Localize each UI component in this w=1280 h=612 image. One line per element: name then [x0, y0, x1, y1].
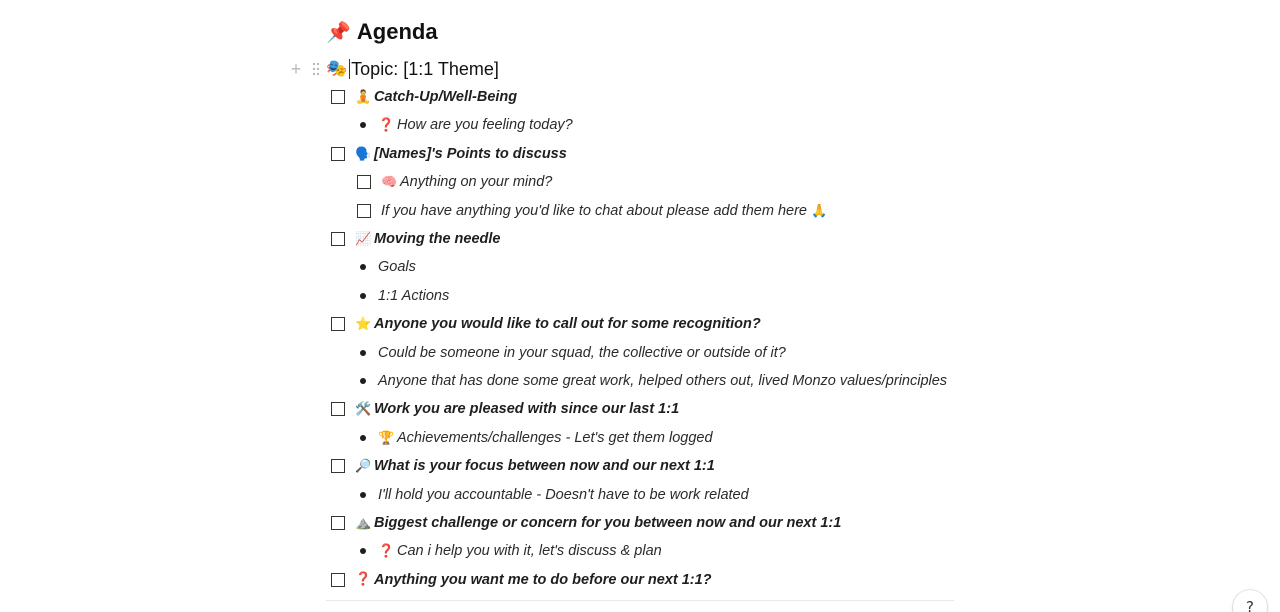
- item-text: 1:1 Actions: [378, 287, 450, 304]
- block-controls: [287, 58, 323, 80]
- todo-checkbox[interactable]: [357, 204, 371, 218]
- todo-checkbox[interactable]: [331, 402, 345, 416]
- magnifier-icon: 🔎: [355, 458, 372, 474]
- todo-item[interactable]: [331, 85, 517, 109]
- todo-checkbox[interactable]: [331, 147, 345, 161]
- item-text: Anyone that has done some great work, helped others out, lived Monzo values/principles: [378, 373, 948, 389]
- todo-item[interactable]: [331, 397, 679, 421]
- item-text: Could be someone in your squad, the collective or outside of it?: [378, 344, 786, 361]
- performing-arts-icon: 🎭: [326, 59, 348, 78]
- trophy-icon: 🏆: [378, 429, 395, 445]
- item-text: [Names]'s Points to discuss: [374, 145, 567, 162]
- bullet-item[interactable]: [360, 113, 573, 137]
- bullet-dot: [360, 548, 366, 554]
- bullet-item[interactable]: [360, 369, 947, 393]
- item-text: Anything on your mind?: [400, 174, 553, 191]
- todo-checkbox[interactable]: [331, 317, 345, 331]
- speaking-head-icon: 🗣️: [355, 145, 372, 161]
- bullet-dot: [360, 293, 366, 299]
- text-cursor: [349, 59, 350, 79]
- question-mark-icon: ❓: [378, 117, 395, 133]
- bullet-item[interactable]: [360, 539, 662, 563]
- bullet-item[interactable]: [360, 341, 786, 365]
- bullet-dot: [360, 350, 366, 356]
- item-text: Anything you want me to do before our next 1:1?: [374, 571, 712, 588]
- star-icon: ⭐: [355, 316, 372, 332]
- drag-handle-icon[interactable]: [309, 59, 323, 79]
- todo-item[interactable]: [331, 142, 567, 166]
- todo-checkbox[interactable]: [331, 516, 345, 530]
- bullet-dot: [360, 435, 366, 441]
- chart-increasing-icon: 📈: [355, 231, 372, 246]
- agenda-heading-text: Agenda: [356, 19, 438, 44]
- agenda-heading[interactable]: [326, 14, 438, 50]
- bullet-dot: [360, 492, 366, 498]
- mountain-icon: ⛰️: [355, 515, 372, 530]
- question-mark-icon: ❓: [355, 572, 372, 588]
- todo-item[interactable]: [331, 454, 715, 478]
- item-text: Achievements/challenges - Let's get them logged: [397, 429, 713, 446]
- topic-heading[interactable]: [326, 55, 499, 83]
- todo-checkbox[interactable]: [331, 459, 345, 473]
- bullet-item[interactable]: [360, 255, 416, 279]
- todo-checkbox[interactable]: [357, 175, 371, 189]
- bullet-dot: [360, 378, 366, 384]
- add-block-icon[interactable]: +: [290, 58, 302, 79]
- question-mark-icon: ❓: [378, 543, 395, 559]
- sub-todo-item[interactable]: [357, 170, 552, 194]
- todo-item[interactable]: [331, 511, 841, 535]
- item-text: If you have anything you'd like to chat about please add them here: [381, 202, 807, 219]
- topic-heading-text: Topic: [1:1 Theme]: [351, 58, 499, 79]
- todo-checkbox[interactable]: [331, 90, 345, 104]
- brain-icon: 🧠: [381, 174, 398, 190]
- item-text: How are you feeling today?: [397, 117, 573, 134]
- sub-todo-item[interactable]: [357, 199, 828, 223]
- bullet-dot: [360, 122, 366, 128]
- item-text: Catch-Up/Well-Being: [374, 89, 518, 105]
- item-text: Biggest challenge or concern for you between now and our next 1:1: [374, 515, 842, 531]
- tools-icon: 🛠️: [355, 401, 372, 417]
- divider: [326, 600, 954, 601]
- item-text: What is your focus between now and our next 1:1: [374, 458, 715, 475]
- bullet-item[interactable]: [360, 483, 749, 507]
- help-button[interactable]: ?: [1233, 590, 1267, 612]
- bullet-dot: [360, 264, 366, 270]
- pushpin-icon: 📌: [326, 21, 351, 44]
- todo-checkbox[interactable]: [331, 232, 345, 246]
- item-text: Goals: [378, 259, 416, 276]
- todo-item[interactable]: [331, 227, 501, 251]
- item-text: Anyone you would like to call out for some recognition?: [374, 316, 761, 333]
- meditation-icon: 🧘: [355, 89, 372, 104]
- bullet-item[interactable]: [360, 284, 449, 308]
- item-text: Can i help you with it, let's discuss & plan: [397, 543, 662, 560]
- todo-item[interactable]: [331, 568, 712, 592]
- item-text: I'll hold you accountable - Doesn't have to be work related: [378, 486, 749, 503]
- item-text: Moving the needle: [374, 231, 501, 247]
- item-text: Work you are pleased with since our last 1:1: [374, 401, 680, 418]
- praying-hands-icon: 🙏: [810, 202, 828, 218]
- todo-item[interactable]: [331, 312, 761, 336]
- bullet-item[interactable]: [360, 426, 713, 450]
- todo-checkbox[interactable]: [331, 573, 345, 587]
